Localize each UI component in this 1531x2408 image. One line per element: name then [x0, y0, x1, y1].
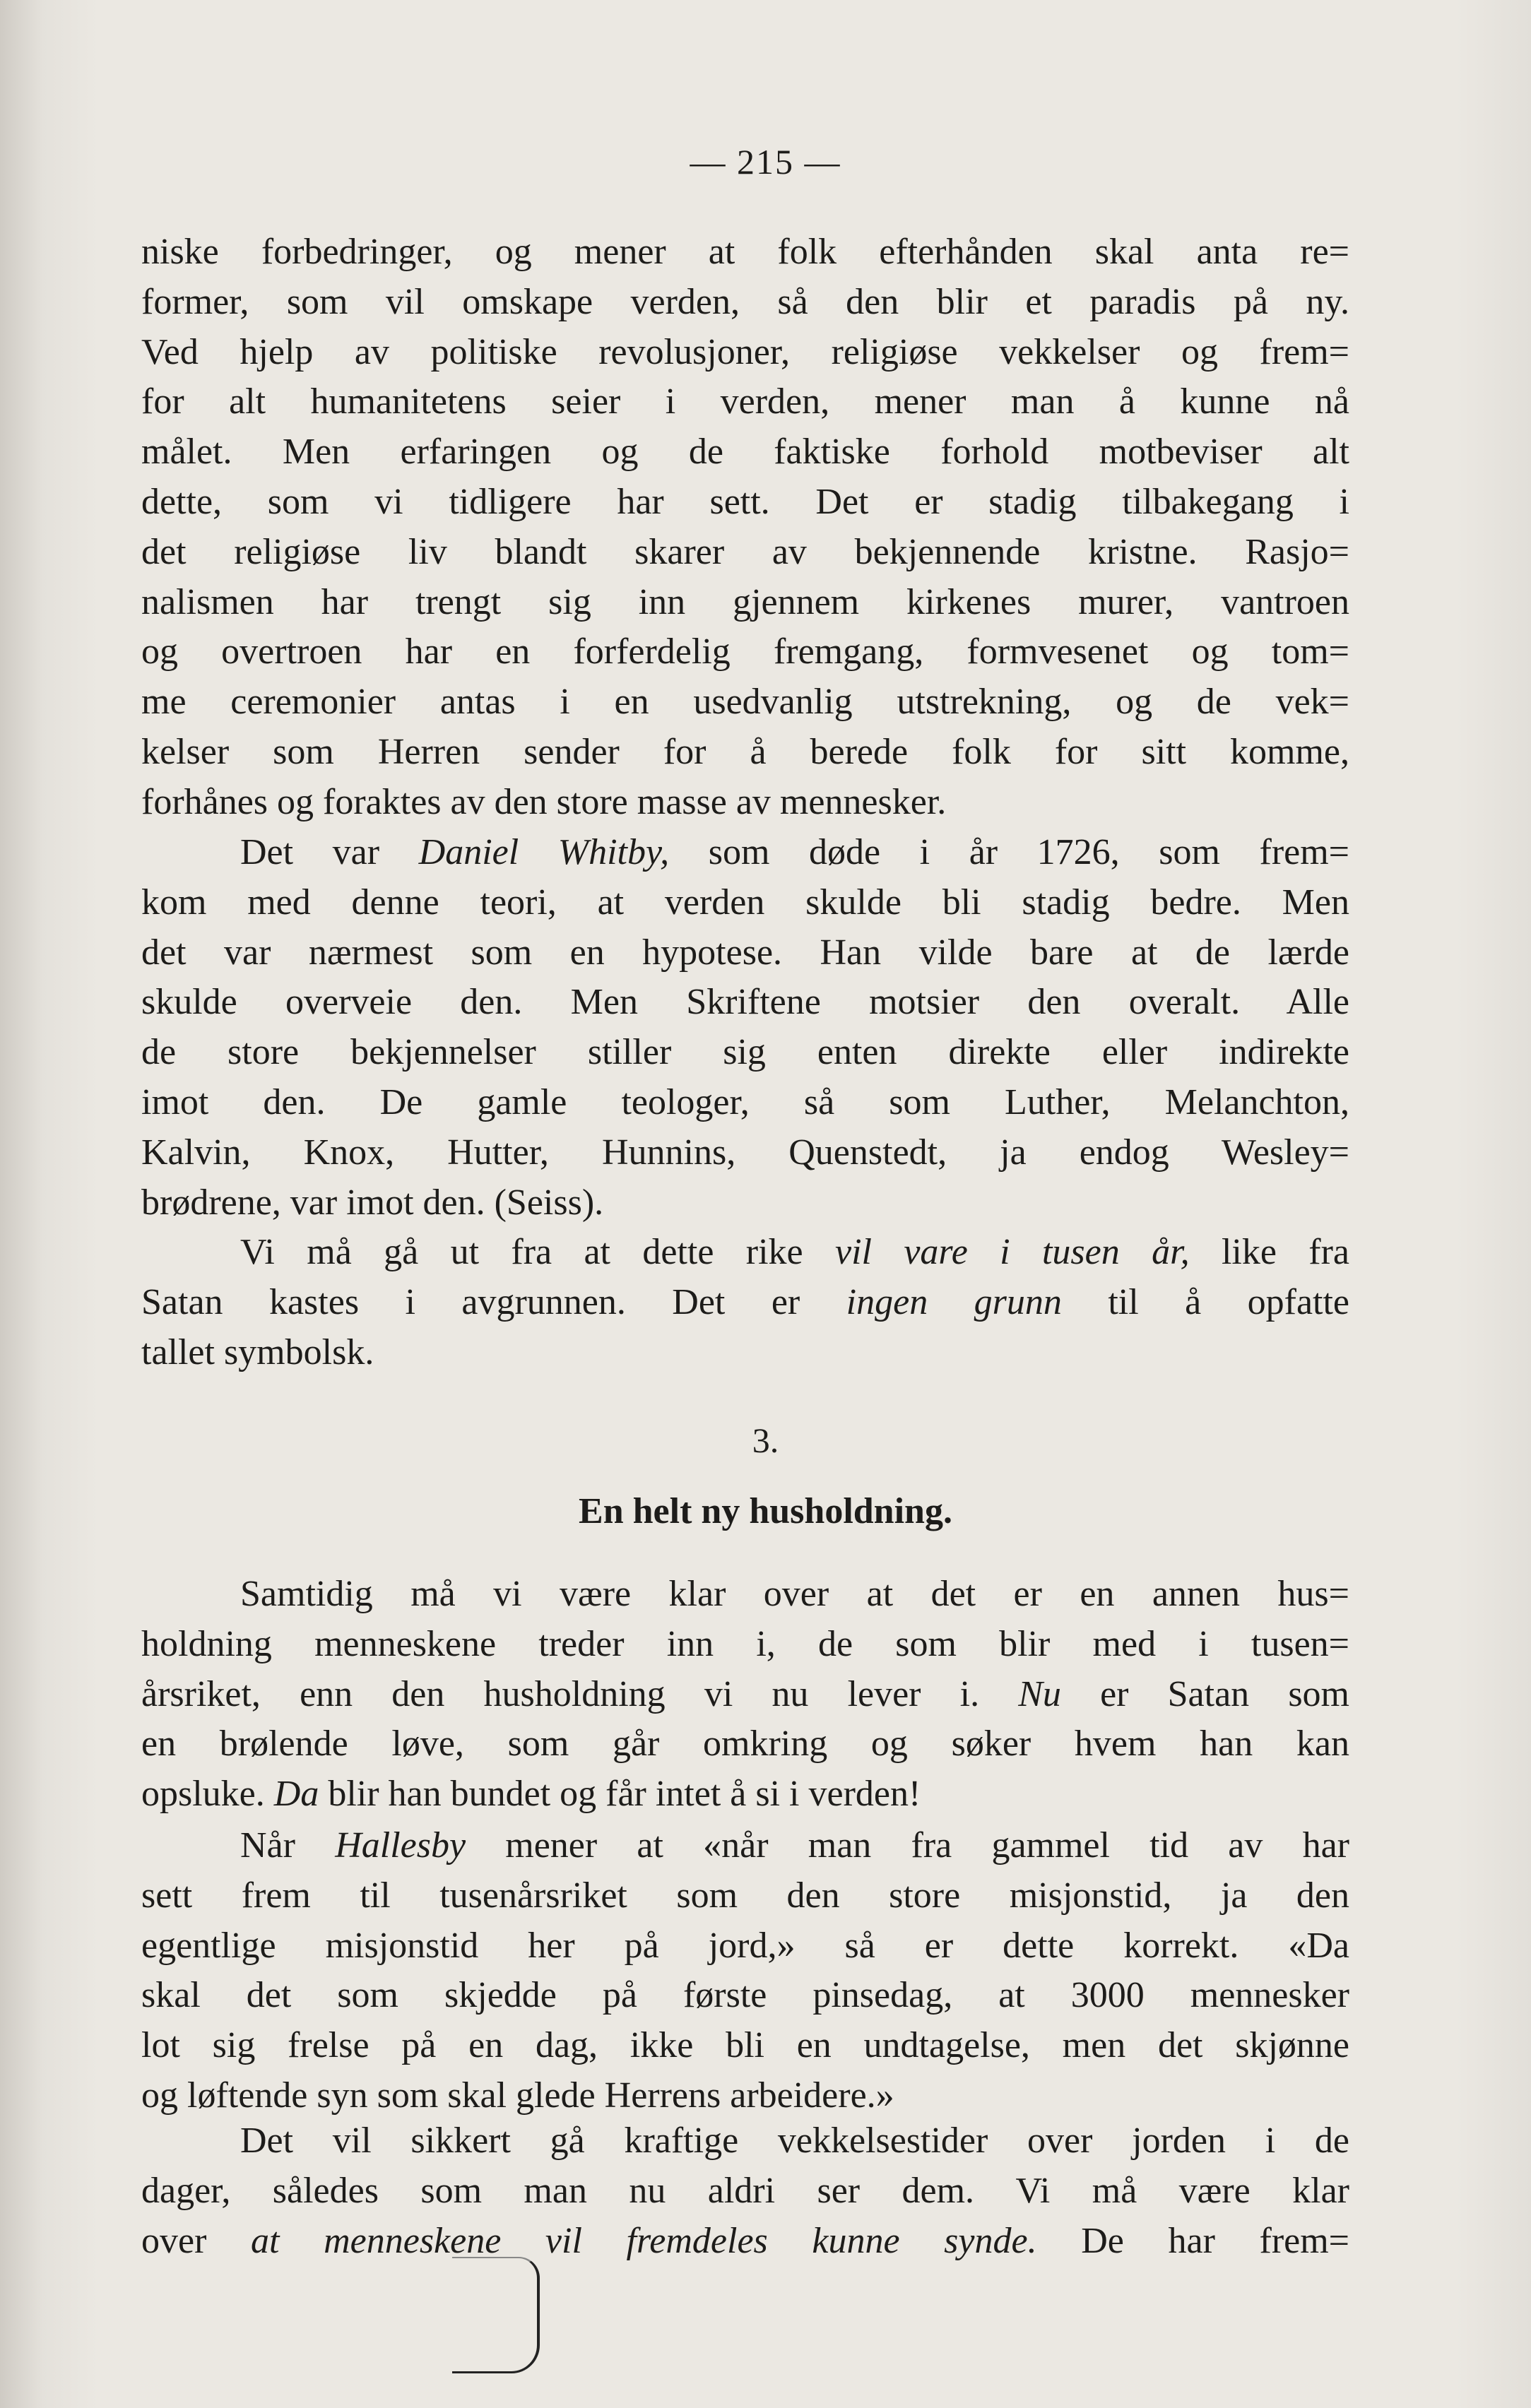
text-line: dette, som vi tidligere har sett. Det er stadig tilbakegang i: [141, 481, 1349, 522]
text-line: nalismen har trengt sig inn gjennem kirkenes murer, vantroen: [141, 581, 1349, 622]
section-title: En helt ny husholdning.: [579, 1491, 952, 1531]
text-line: det var nærmest som en hypotese. Han vilde bare at de lærde: [141, 932, 1349, 973]
text-run: opsluke.: [141, 1774, 274, 1815]
text-line: [141, 1769, 1349, 1820]
text-line: dager, således som man nu aldri ser dem. Vi må være klar: [141, 2170, 1349, 2211]
text-line: [141, 2217, 1349, 2267]
emphasis-text: Da: [273, 1774, 319, 1815]
text-run: mener at «når man fra gammel tid av har: [466, 1825, 1349, 1866]
text-line: og løftende syn som skal glede Herrens arbeidere.»: [141, 2075, 894, 2116]
text-line: forhånes og foraktes av den store masse av mennesker.: [141, 781, 947, 822]
text-line: [141, 1670, 1349, 1720]
text-line: former, som vil omskape verden, så den blir et paradis på ny.: [141, 281, 1349, 322]
emphasis-text: Daniel Whitby,: [418, 832, 670, 872]
text-line: Kalvin, Knox, Hutter, Hunnins, Quenstedt, ja endog Wesley=: [141, 1132, 1349, 1173]
page-number: — 215 —: [690, 142, 841, 182]
text-line: [141, 1821, 1349, 1871]
page-fold-mark: [452, 2257, 540, 2373]
text-line: lot sig frelse på en dag, ikke bli en undtagelse, men det skjønne: [141, 2025, 1349, 2066]
text-line: [141, 1278, 1349, 1328]
text-line: sett frem til tusenårsriket som den store misjonstid, ja den: [141, 1875, 1349, 1916]
text-line: egentlige misjonstid her på jord,» så er dette korrekt. «Da: [141, 1925, 1349, 1966]
text-run: blir han bundet og får intet å si i verden!: [319, 1774, 921, 1815]
text-run: til å opfatte: [1061, 1281, 1349, 1322]
text-line: me ceremonier antas i en usedvanlig utstrekning, og de vek=: [141, 682, 1349, 723]
emphasis-text: vil vare i tusen år,: [835, 1232, 1190, 1272]
text-run: like fra: [1189, 1232, 1349, 1272]
paragraph-2: [141, 828, 1349, 1228]
text-line: Samtidig må vi være klar over at det er en annen hus=: [240, 1574, 1349, 1614]
text-run: er Satan som: [1060, 1673, 1349, 1714]
text-line: kom med denne teori, at verden skulde bli stadig bedre. Men: [141, 882, 1349, 923]
text-run: Når: [240, 1825, 336, 1866]
text-line: kelser som Herren sender for å berede folk for sitt komme,: [141, 731, 1349, 772]
text-line: Ved hjelp av politiske revolusjoner, religiøse vekkelser og frem=: [141, 331, 1349, 372]
text-line: [141, 1228, 1349, 1278]
text-line: Det vil sikkert gå kraftige vekkelsestider over jorden i de: [240, 2121, 1349, 2161]
emphasis-text: at menneskene vil fremdeles kunne synde.: [251, 2220, 1037, 2261]
emphasis-text: Hallesby: [335, 1825, 466, 1866]
text-line: skal det som skjedde på første pinsedag, at 3000 mennesker: [141, 1975, 1349, 2016]
paragraph-1: [141, 227, 1349, 828]
emphasis-text: ingen grunn: [846, 1281, 1062, 1322]
text-line: tallet symbolsk.: [141, 1331, 374, 1372]
text-run: Det var: [240, 832, 419, 872]
text-line: skulde overveie den. Men Skriftene motsier den overalt. Alle: [141, 982, 1349, 1023]
emphasis-text: Nu: [1018, 1673, 1061, 1714]
text-run: over: [141, 2220, 252, 2261]
text-run: Vi må gå ut fra at dette rike: [240, 1232, 835, 1272]
text-line: og overtroen har en forferdelig fremgang, formvesenet og tom=: [141, 631, 1349, 672]
text-line: målet. Men erfaringen og de faktiske forhold motbeviser alt: [141, 432, 1349, 473]
text-line: for alt humanitetens seier i verden, mener man å kunne nå: [141, 381, 1349, 422]
text-run: årsriket, enn den husholdning vi nu lever i.: [141, 1673, 980, 1714]
text-line: en brølende løve, som går omkring og søker hvem han kan: [141, 1724, 1349, 1765]
text-line: niske forbedringer, og mener at folk efterhånden skal anta re=: [141, 232, 1349, 272]
text-line: det religiøse liv blandt skarer av bekjennende kristne. Rasjo=: [141, 531, 1349, 572]
paragraph-6: [141, 2116, 1349, 2266]
text-run: Satan kastes i avgrunnen. Det er: [141, 1281, 846, 1322]
text-line: brødrene, var imot den. (Seiss).: [141, 1182, 604, 1223]
text-line: imot den. De gamle teologer, så som Luther, Melanchton,: [141, 1081, 1349, 1122]
paragraph-3: [141, 1228, 1349, 1377]
text-line: de store bekjennelser stiller sig enten direkte eller indirekte: [141, 1032, 1349, 1073]
text-run: De har frem=: [1036, 2220, 1349, 2261]
text-run: som døde i år 1726, som frem=: [669, 832, 1349, 872]
text-line: [141, 828, 1349, 878]
section-number: 3.: [752, 1421, 779, 1460]
paragraph-4: [141, 1570, 1349, 1820]
text-line: holdning menneskene treder inn i, de som blir med i tusen=: [141, 1623, 1349, 1664]
paragraph-5: [141, 1821, 1349, 2121]
